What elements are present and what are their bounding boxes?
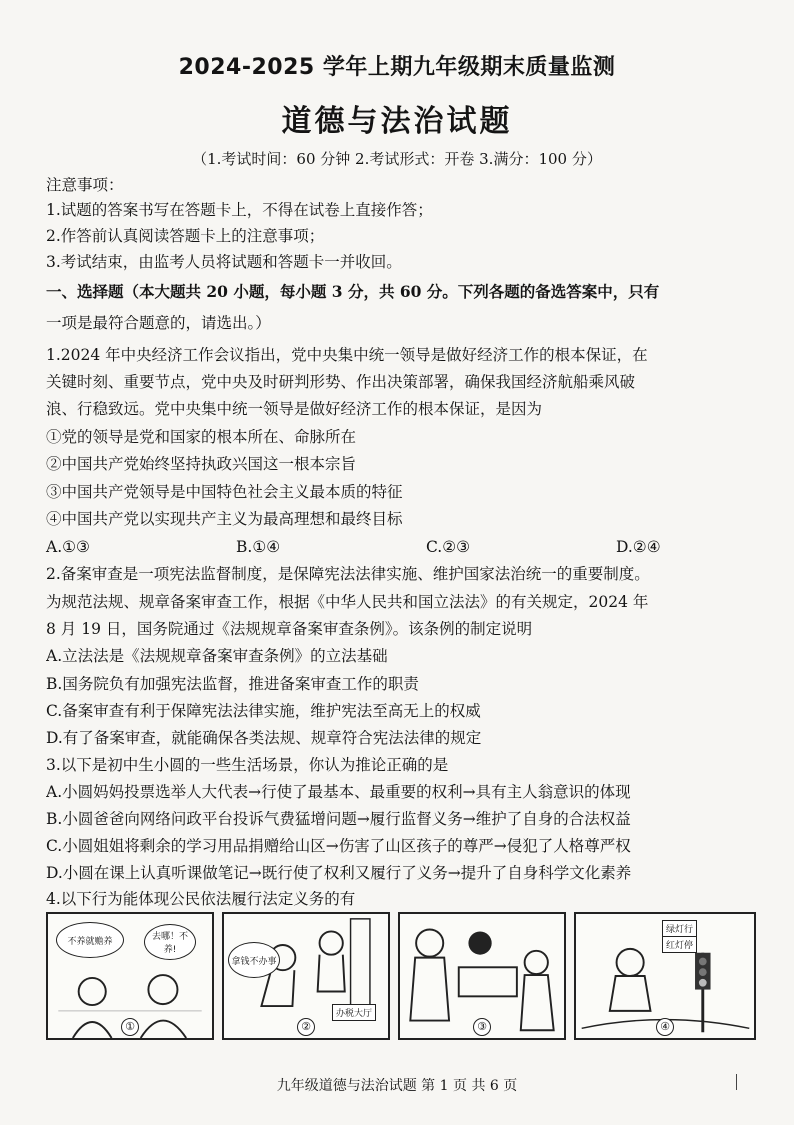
question-3-text: 3.以下是初中生小圆的一些生活场景，你认为推论正确的是 (46, 756, 449, 774)
q1-option-d: D.②④ (616, 538, 661, 556)
question-1-text: 浪、行稳致远。党中央集中统一领导是做好经济工作的根本保证，是因为 (46, 400, 543, 418)
note-item: 3.考试结束，由监考人员将试题和答题卡一并收回。 (46, 253, 402, 271)
q1-option-c: C.②③ (426, 538, 471, 556)
comic-panel-3 (398, 912, 566, 1040)
question-2-text: 2.备案审查是一项宪法监督制度，是保障宪法法律实施、维护国家法治统一的重要制度。 (46, 565, 650, 583)
panel-number: ④ (656, 1018, 674, 1036)
q4-comic-panels (46, 912, 756, 1042)
question-1-text: 关键时刻、重要节点，党中央及时研判形势、作出决策部署，确保我国经济航船乘风破 (46, 373, 636, 391)
panel-number: ③ (473, 1018, 491, 1036)
speech-bubble: 不养就赡养 (56, 922, 124, 958)
question-2-text: 为规范法规、规章备案审查工作，根据《中华人民共和国立法法》的有关规定，2024 年 (46, 593, 649, 611)
note-item: 2.作答前认真阅读答题卡上的注意事项； (46, 227, 325, 245)
q1-statement: ②中国共产党始终坚持执政兴国这一根本宗旨 (46, 455, 357, 473)
margin-mark (736, 1074, 737, 1090)
speech-bubble: 拿钱不办事 (228, 942, 280, 978)
section-heading: 一、选择题（本大题共 20 小题，每小题 3 分，共 60 分。下列各题的备选答案中，只有 (46, 282, 660, 301)
speech-bubble: 去哪！不养! (144, 924, 196, 960)
notes-heading: 注意事项： (46, 176, 124, 194)
note-item: 1.试题的答案书写在答题卡上，不得在试卷上直接作答； (46, 201, 433, 219)
panel-number: ① (121, 1018, 139, 1036)
question-1-text: 1.2024 年中央经济工作会议指出，党中央集中统一领导是做好经济工作的根本保证，在 (46, 346, 648, 364)
q1-option-b: B.①④ (236, 538, 281, 556)
q1-statement: ③中国共产党领导是中国特色社会主义最本质的特征 (46, 483, 403, 501)
q1-statement: ④中国共产党以实现共产主义为最高理想和最终目标 (46, 510, 403, 528)
question-4-text: 4.以下行为能体现公民依法履行法定义务的有 (46, 890, 356, 908)
page-footer: 九年级道德与法治试题 第 1 页 共 6 页 (276, 1078, 518, 1094)
tax-office-sign: 办税大厅 (332, 1004, 376, 1021)
section-heading-cont: 一项是最符合题意的，请选出。） (46, 314, 271, 332)
red-light-sign: 红灯停 (662, 936, 697, 953)
comic-panel-2 (222, 912, 390, 1040)
q3-option-a: A.小圆妈妈投票选举人大代表→行使了最基本、最重要的权利→具有主人翁意识的体现 (46, 783, 631, 801)
green-light-sign: 绿灯行 (662, 920, 697, 937)
q1-statement: ①党的领导是党和国家的根本所在、命脉所在 (46, 428, 357, 446)
comic-panel-1 (46, 912, 214, 1040)
q1-option-a: A.①③ (46, 538, 90, 556)
comic-panel-4 (574, 912, 756, 1040)
question-2-text: 8 月 19 日，国务院通过《法规规章备案审查条例》。该条例的制定说明 (46, 620, 533, 638)
exam-info: （1.考试时间：60 分钟 2.考试形式：开卷 3.满分：100 分） (192, 150, 602, 168)
q2-option-a: A.立法法是《法规规章备案审查条例》的立法基础 (46, 647, 388, 665)
subject-title: 道德与法治试题 (281, 104, 513, 139)
panel-number: ② (297, 1018, 315, 1036)
q2-option-b: B.国务院负有加强宪法监督，推进备案审查工作的职责 (46, 675, 419, 693)
q3-option-d: D.小圆在课上认真听课做笔记→既行使了权利又履行了义务→提升了自身科学文化素养 (46, 864, 632, 882)
q3-option-b: B.小圆爸爸向网络问政平台投诉气费猛增问题→履行监督义务→维护了自身的合法权益 (46, 810, 631, 828)
q2-option-c: C.备案审查有利于保障宪法法律实施，维护宪法至高无上的权威 (46, 702, 481, 720)
exam-title: 2024-2025 学年上期九年级期末质量监测 (178, 55, 616, 80)
q3-option-c: C.小圆姐姐将剩余的学习用品捐赠给山区→伤害了山区孩子的尊严→侵犯了人格尊严权 (46, 837, 631, 855)
q2-option-d: D.有了备案审查，就能确保各类法规、规章符合宪法法律的规定 (46, 729, 482, 747)
